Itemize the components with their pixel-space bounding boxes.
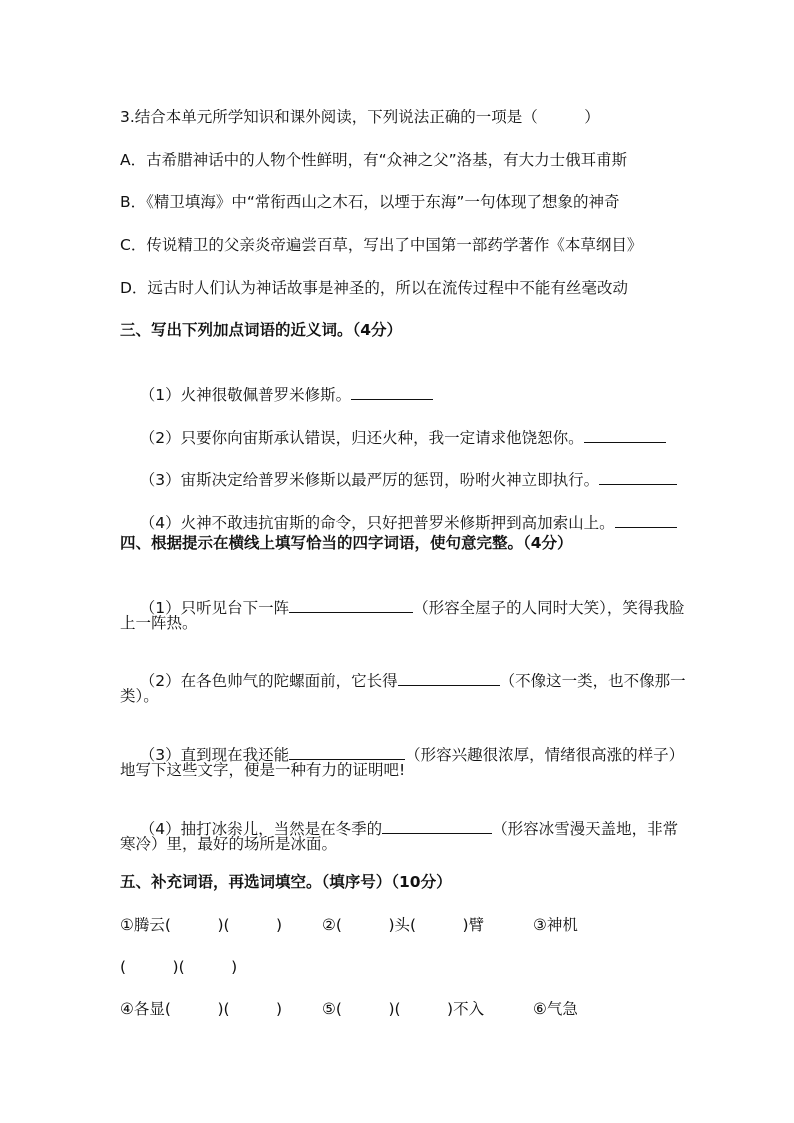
section3-item-3-text: （3）宙斯决定给普罗米修斯以最严厉的惩罚，吩咐火神立即执行。 — [139, 471, 600, 489]
section4-item-1-before: （1）只听见台下一阵 — [139, 599, 290, 617]
section4-item-2-after: （不像这一类，也不像那一 — [499, 672, 686, 690]
section4-item-2-before: （2）在各色帅气的陀螺面前，它长得 — [139, 672, 398, 690]
section4-item-4-after: （形容冰雪漫天盖地，非常 — [492, 820, 679, 838]
section5-word-4: ④各显( )( ) — [120, 1000, 283, 1018]
section5-word-3: ③神机 — [533, 916, 578, 934]
answer-blank[interactable] — [289, 597, 413, 613]
section4-item-3-cont: 地写下这些文字，便是一种有力的证明吧! — [120, 761, 406, 779]
q3-option-b: B．《精卫填海》中“常衔西山之木石，以堙于东海”一句体现了想象的神奇 — [120, 193, 620, 211]
answer-blank[interactable] — [289, 744, 405, 760]
section5-word-1: ①腾云( )( ) — [120, 916, 283, 934]
q3-stem: 3.结合本单元所学知识和课外阅读，下列说法正确的一项是（ ） — [120, 108, 600, 126]
section5-word-3-cont: ( )( ) — [120, 958, 238, 976]
section4-item-1 — [120, 575, 684, 641]
section4-item-3-after: （形容兴趣很浓厚，情绪很高涨的样子） — [405, 746, 685, 764]
section4-item-1-cont: 上一阵热。 — [120, 614, 198, 632]
answer-blank[interactable] — [398, 670, 500, 686]
section5-word-5: ⑤( )( )不入 — [322, 1000, 485, 1018]
section4-item-2-cont: 类）。 — [120, 687, 159, 705]
section3-heading: 三、写出下列加点词语的近义词。（4分） — [120, 321, 403, 339]
section3-item-1-text: （1）火神很敬佩普罗米修斯。 — [139, 386, 352, 404]
section4-item-3-before: （3）直到现在我还能 — [139, 746, 290, 764]
answer-blank[interactable] — [351, 384, 433, 400]
section4-heading: 四、根据提示在横线上填写恰当的四字词语，使句意完整。（4分） — [120, 534, 573, 552]
section5-heading: 五、补充词语，再选词填空。（填序号）（10分） — [120, 873, 452, 891]
section3-item-4-text: （4）火神不敢违抗宙斯的命令，只好把普罗米修斯押到高加索山上。 — [139, 514, 615, 532]
section4-item-4-before: （4）抽打冰尜儿，当然是在冬季的 — [139, 820, 383, 838]
answer-blank[interactable] — [599, 469, 677, 485]
section5-word-6: ⑥气急 — [533, 1000, 578, 1018]
section4-item-1-after: （形容全屋子的人同时大笑），笑得我脸 — [413, 599, 685, 617]
q3-option-c: C．传说精卫的父亲炎帝遍尝百草，写出了中国第一部药学著作《本草纲目》 — [120, 236, 643, 254]
q3-option-d: D．远古时人们认为神话故事是神圣的，所以在流传过程中不能有丝毫改动 — [120, 279, 628, 297]
section5-word-2: ②( )头( )臂 — [322, 916, 485, 934]
section3-item-2-text: （2）只要你向宙斯承认错误，归还火种，我一定请求他饶恕你。 — [139, 429, 584, 447]
answer-blank[interactable] — [584, 427, 666, 443]
answer-blank[interactable] — [382, 818, 492, 834]
section4-item-4-cont: 寒冷）里，最好的场所是冰面。 — [120, 835, 338, 853]
answer-blank[interactable] — [615, 512, 677, 528]
section4-item-2 — [120, 648, 686, 714]
q3-option-a: A．古希腊神话中的人物个性鲜明，有“众神之父”洛基，有大力士俄耳甫斯 — [120, 151, 628, 169]
